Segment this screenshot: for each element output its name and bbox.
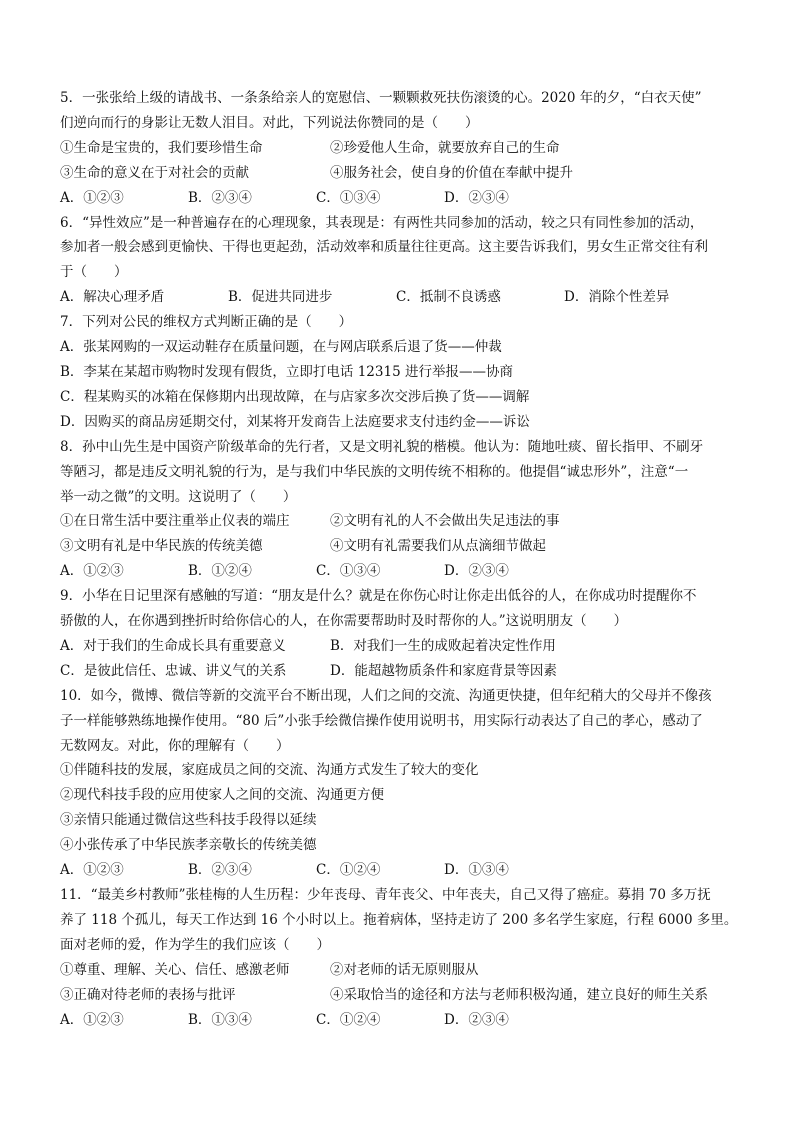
option-d: D．能超越物质条件和家庭背景等因素 <box>330 662 557 679</box>
statement: ①在日常生活中要注重举止仪表的端庄 <box>60 513 290 530</box>
option-d: D．②③④ <box>444 1011 509 1028</box>
option-c: C．①③④ <box>316 563 381 580</box>
question-stem-line: 11．“最美乡村教师”张桂梅的人生历程：少年丧母、青年丧父、中年丧夫，自己又得了癌症。募捐 70 多万抚 <box>60 887 711 903</box>
option-b: B．②③④ <box>188 862 252 879</box>
option-c: C．①②④ <box>316 862 381 879</box>
option-a: A．①②③ <box>60 563 124 580</box>
statement: ④服务社会，使自身的价值在奉献中提升 <box>330 164 573 181</box>
statement: ④小张传承了中华民族孝亲敬长的传统美德 <box>60 837 317 854</box>
options-row <box>60 1008 740 1033</box>
question-stem-line: 骄傲的人，在你遇到挫折时给你信心的人，在你需要帮助时及时帮你的人。”这说明朋友（ ） <box>60 613 628 630</box>
statement: ①生命是宝贵的，我们要珍惜生命 <box>60 139 263 156</box>
option-b: B．对我们一生的成败起着决定性作用 <box>330 637 556 654</box>
statement: ③文明有礼是中华民族的传统美德 <box>60 538 263 555</box>
question-8 <box>60 435 740 584</box>
statement-row <box>60 983 740 1008</box>
options-row <box>60 559 740 584</box>
option-c: C．是彼此信任、忠诚、讲义气的关系 <box>60 662 287 679</box>
question-11 <box>60 883 740 1032</box>
options-row <box>60 186 740 211</box>
statement-row <box>60 534 740 559</box>
option-d: D．①③④ <box>444 862 509 879</box>
option-c: C．抵制不良诱惑 <box>396 289 501 306</box>
statement: ④采取恰当的途径和方法与老师积极沟通，建立良好的师生关系 <box>330 986 708 1003</box>
option-b: B．①③④ <box>188 1011 252 1028</box>
option-a: A．①②③ <box>60 862 124 879</box>
option-a: A．张某网购的一双运动鞋存在质量问题，在与网店联系后退了货——仲裁 <box>60 339 502 356</box>
question-stem-line: 养了 118 个孤儿，每天工作达到 16 个小时以上。拖着病体，坚持走访了 200 多名学生家庭，行程 6000 多里。 <box>60 911 738 928</box>
question-10 <box>60 684 740 883</box>
question-5 <box>60 86 740 211</box>
question-stem-line: 举一动之微”的文明。这说明了（ ） <box>60 488 297 505</box>
option-d: D．因购买的商品房延期交付，刘某将开发商告上法庭要求支付违约金——诉讼 <box>60 413 530 430</box>
question-stem-line: 等陋习，都是违反文明礼貌的行为，是与我们中华民族的文明传统不相称的。他提倡“诚忠形外”，注意“一 <box>60 463 689 480</box>
question-stem-line: 参加者一般会感到更愉快、干得也更起劲，活动效率和质量往往更高。这主要告诉我们，男女生正常交往有利 <box>60 239 708 256</box>
question-stem-line: 子一样能够熟练地操作使用。“80 后”小张手绘微信操作使用说明书，用实际行动表达了自己的孝心，感动了 <box>60 712 703 729</box>
statement: ②对老师的话无原则服从 <box>330 961 479 978</box>
option-b: B．①②④ <box>188 563 252 580</box>
option-a: A．对于我们的生命成长具有重要意义 <box>60 637 286 654</box>
option-c: C．程某购买的冰箱在保修期内出现故障，在与店家多次交涉后换了货——调解 <box>60 388 530 405</box>
statement: ③生命的意义在于对社会的贡献 <box>60 164 249 181</box>
options-row <box>60 634 740 659</box>
option-a: A．解决心理矛盾 <box>60 289 165 306</box>
statement: ②珍爱他人生命，就要放弃自己的生命 <box>330 139 560 156</box>
question-stem-line: 6．“异性效应”是一种普遍存在的心理现象，其表现是：有两性共同参加的活动，较之只有同性参加的活动， <box>60 214 704 231</box>
question-stem-line: 8．孙中山先生是中国资产阶级革命的先行者，又是文明礼貌的楷模。他认为：随地吐痰、留长指甲、不刷牙 <box>60 438 704 455</box>
option-c: C．①③④ <box>316 189 381 206</box>
question-stem-line: 于（ ） <box>60 264 128 281</box>
statement-row <box>60 136 740 161</box>
option-b: B．李某在某超市购物时发现有假货，立即打电话 12315 进行举报——协商 <box>60 363 513 380</box>
statement: ③正确对待老师的表扬与批评 <box>60 986 236 1003</box>
statement: ①伴随科技的发展，家庭成员之间的交流、沟通方式发生了较大的变化 <box>60 762 479 779</box>
statement-row <box>60 161 740 186</box>
statement: ②文明有礼的人不会做出失足违法的事 <box>330 513 560 530</box>
options-row <box>60 285 740 310</box>
option-d: D．②③④ <box>444 563 509 580</box>
statement: ④文明有礼需要我们从点滴细节做起 <box>330 538 546 555</box>
question-stem-line: 5．一张张给上级的请战书、一条条给亲人的宽慰信、一颗颗救死扶伤滚烫的心。2020 年的夕，“白衣天使” <box>60 90 702 106</box>
option-b: B．②③④ <box>188 189 252 206</box>
question-stem-line: 7．下列对公民的维权方式判断正确的是（ ） <box>60 314 353 331</box>
statement-row <box>60 509 740 534</box>
option-d: D．②③④ <box>444 189 509 206</box>
options-row <box>60 659 740 684</box>
question-7 <box>60 310 740 435</box>
question-6 <box>60 211 740 311</box>
question-9 <box>60 584 740 684</box>
option-c: C．①②④ <box>316 1011 381 1028</box>
option-d: D．消除个性差异 <box>564 289 670 306</box>
question-stem-line: 10．如今，微博、微信等新的交流平台不断出现，人们之间的交流、沟通更快捷，但年纪稍大的父母并不像孩 <box>60 687 712 704</box>
option-b: B．促进共同进步 <box>228 289 333 306</box>
statement: ③亲情只能通过微信这些科技手段得以延续 <box>60 812 317 829</box>
option-a: A．①②③ <box>60 189 124 206</box>
statement-row <box>60 958 740 983</box>
exam-page <box>60 86 740 1032</box>
question-stem-line: 9．小华在日记里深有感触的写道：“朋友是什么？就是在你伤心时让你走出低谷的人，在你成功时提醒你不 <box>60 588 697 605</box>
option-a: A．①②③ <box>60 1011 124 1028</box>
statement: ①尊重、理解、关心、信任、感激老师 <box>60 961 290 978</box>
options-row <box>60 858 740 883</box>
statement: ②现代科技手段的应用使家人之间的交流、沟通更方便 <box>60 787 384 804</box>
question-stem-line: 面对老师的爱，作为学生的我们应该（ ） <box>60 936 330 953</box>
question-stem-line: 无数网友。对此，你的理解有（ ） <box>60 737 290 754</box>
question-stem-line: 们逆向而行的身影让无数人泪目。对此，下列说法你赞同的是（ ） <box>60 114 479 131</box>
